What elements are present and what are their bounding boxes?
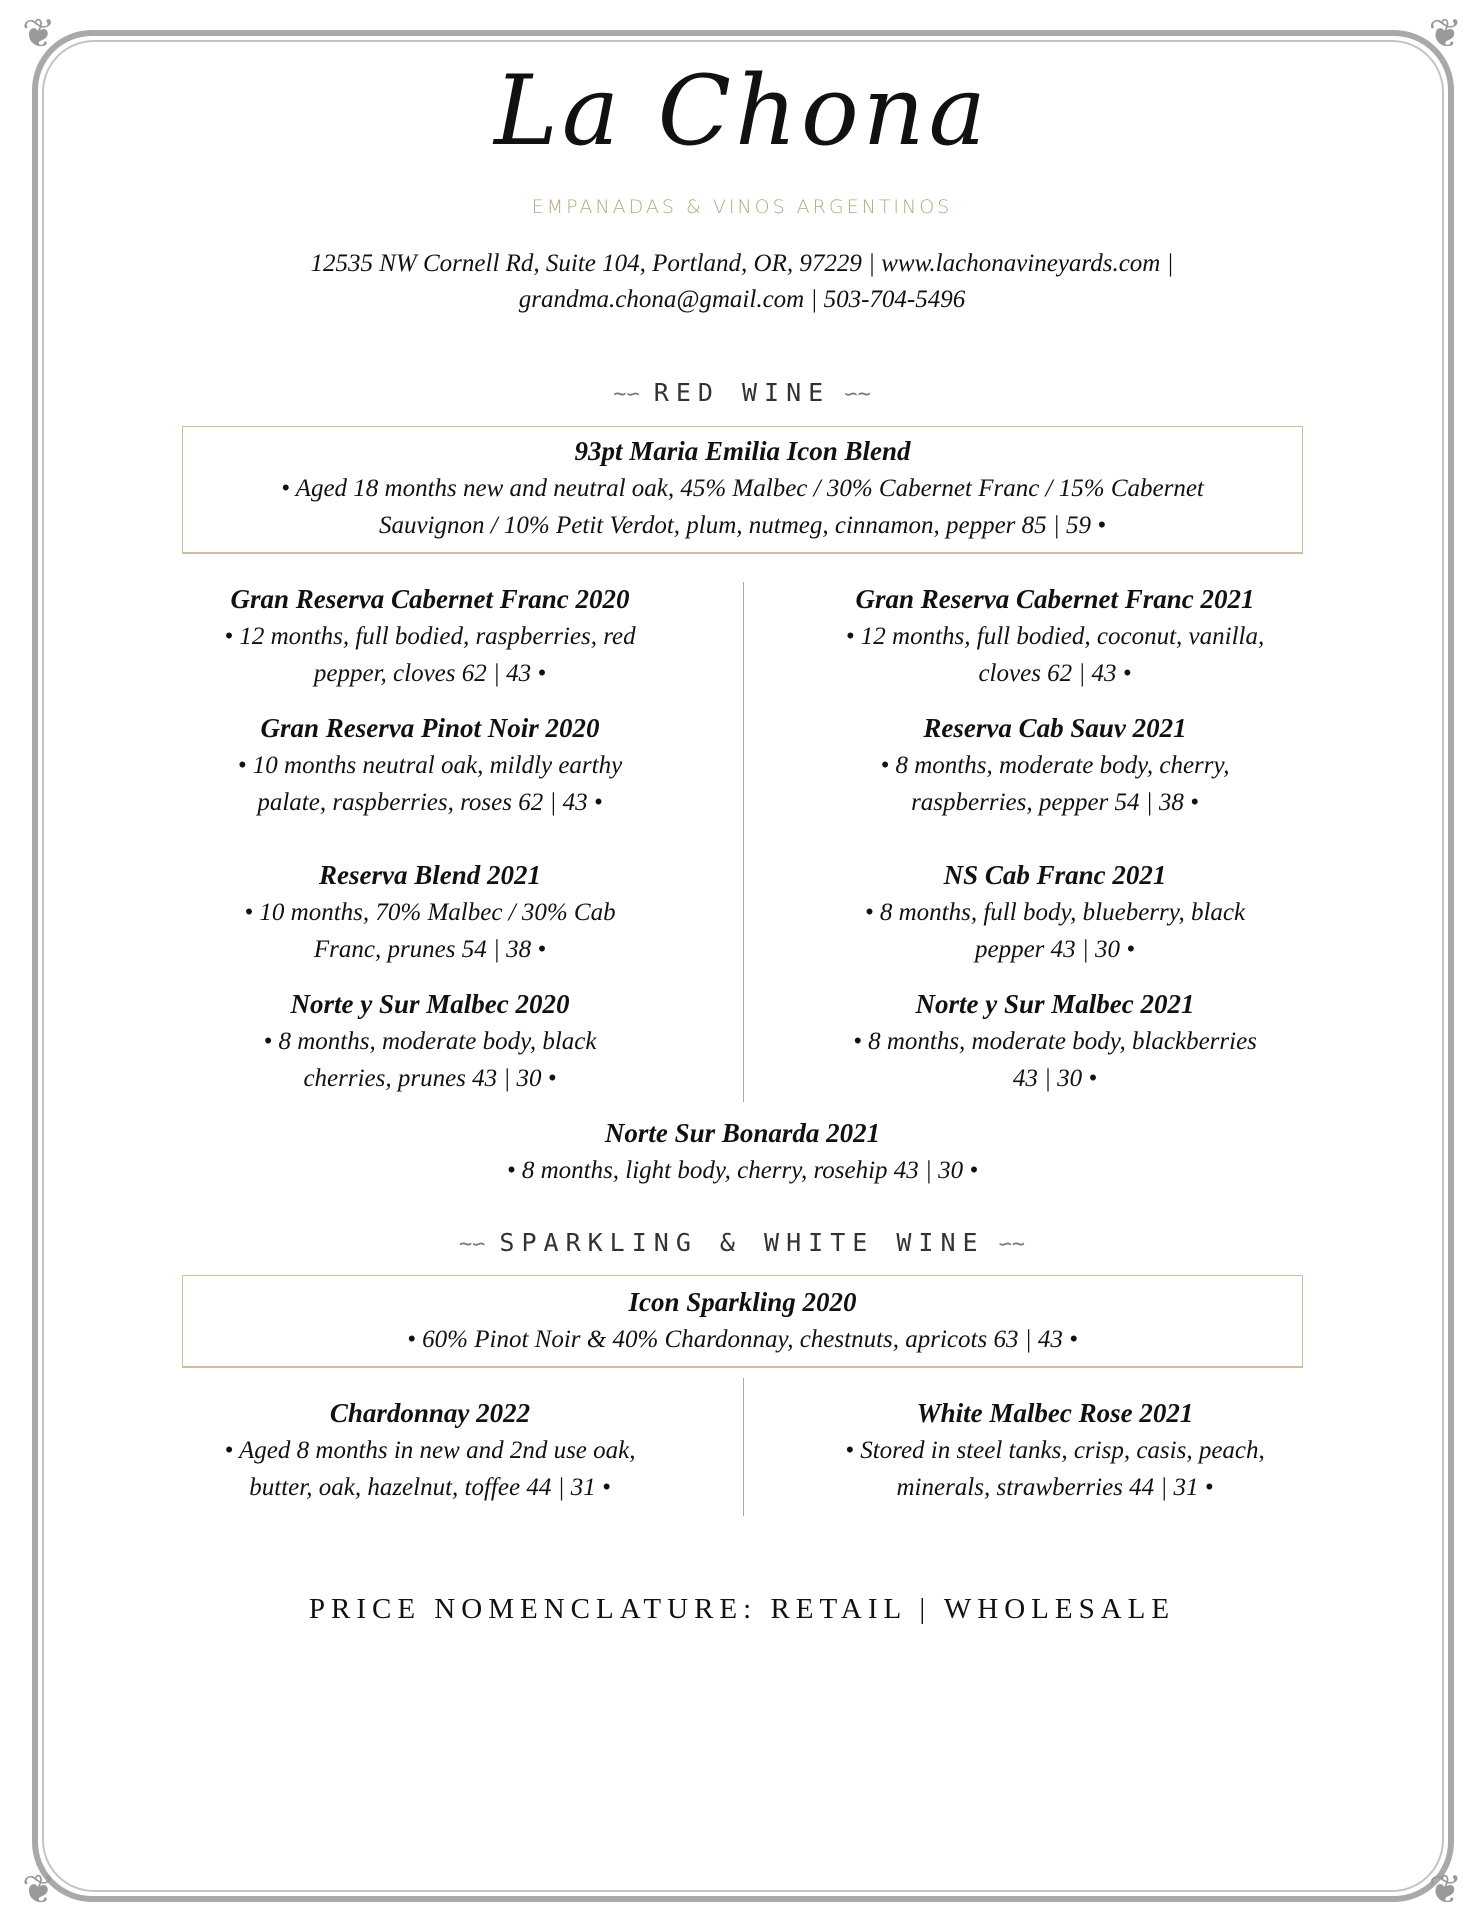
section-heading-white: ~∽ SPARKLING & WHITE WINE ∽~ <box>458 1228 1026 1257</box>
wine-desc: • 8 months, moderate body, cherry, <box>880 752 1230 779</box>
wine-desc: Franc, prunes 54 | 38 • <box>313 936 547 963</box>
wine-name: Chardonnay 2022 <box>329 1398 531 1428</box>
flourish-icon: ❦ <box>22 11 56 57</box>
flourish-icon: ❦ <box>1428 1867 1462 1913</box>
wine-item <box>785 709 1325 821</box>
wine-name: Gran Reserva Pinot Noir 2020 <box>260 713 600 743</box>
featured-wine <box>182 432 1303 544</box>
wine-name: White Malbec Rose 2021 <box>916 1398 1194 1428</box>
logo: La Chona <box>494 55 990 167</box>
wine-desc: • 12 months, full bodied, raspberries, red <box>224 623 636 650</box>
column-divider <box>743 1378 744 1516</box>
wine-name: Reserva Cab Sauv 2021 <box>923 713 1187 743</box>
section-heading-red: ~∽ RED WINE ∽~ <box>613 378 871 407</box>
contact-line: grandma.chona@gmail.com | 503-704-5496 <box>518 286 966 313</box>
tagline: EMPANADAS & VINOS ARGENTINOS <box>531 196 953 218</box>
wine-name: Gran Reserva Cabernet Franc 2021 <box>855 584 1255 614</box>
wine-desc: cloves 62 | 43 • <box>978 660 1132 687</box>
wine-name: Norte Sur Bonarda 2021 <box>604 1118 881 1148</box>
wine-item <box>785 856 1325 968</box>
wine-desc: • 8 months, light body, cherry, rosehip 43 | 30 • <box>506 1157 979 1184</box>
flourish-icon: ❦ <box>22 1867 56 1913</box>
wine-item <box>160 1394 700 1506</box>
wine-name: Norte y Sur Malbec 2020 <box>290 989 570 1019</box>
wine-item <box>160 985 700 1097</box>
wine-desc: • 8 months, full body, blueberry, black <box>864 899 1246 926</box>
wine-desc: • Aged 18 months new and neutral oak, 45% Malbec / 30% Cabernet Franc / 15% Cabernet <box>281 475 1204 502</box>
wine-desc: • 10 months, 70% Malbec / 30% Cab <box>244 899 616 926</box>
wine-item <box>160 709 700 821</box>
wine-desc: 43 | 30 • <box>1012 1065 1098 1092</box>
wine-item <box>785 1394 1325 1506</box>
wine-desc: • 8 months, moderate body, blackberries <box>853 1028 1257 1055</box>
wine-name: Icon Sparkling 2020 <box>628 1287 857 1317</box>
wine-desc: Sauvignon / 10% Petit Verdot, plum, nutmeg, cinnamon, pepper 85 | 59 • <box>378 512 1107 539</box>
wine-name: NS Cab Franc 2021 <box>943 860 1167 890</box>
swirl-icon: ~∽ <box>613 382 640 407</box>
swirl-icon: ~∽ <box>458 1232 486 1257</box>
address-line: 12535 NW Cornell Rd, Suite 104, Portland, OR, 97229 | www.lachonavineyards.com | <box>310 250 1174 277</box>
price-nomenclature: PRICE NOMENCLATURE: RETAIL | WHOLESALE <box>308 1593 1176 1625</box>
wine-desc: butter, oak, hazelnut, toffee 44 | 31 • <box>249 1474 611 1501</box>
wine-desc: • 12 months, full bodied, coconut, vanilla, <box>845 623 1265 650</box>
wine-desc: • Aged 8 months in new and 2nd use oak, <box>224 1437 636 1464</box>
wine-name: 93pt Maria Emilia Icon Blend <box>574 436 911 466</box>
flourish-icon: ❦ <box>1428 11 1462 57</box>
wine-name: Gran Reserva Cabernet Franc 2020 <box>230 584 630 614</box>
wine-desc: • 8 months, moderate body, black <box>263 1028 597 1055</box>
wine-name: Norte y Sur Malbec 2021 <box>915 989 1195 1019</box>
wine-desc: minerals, strawberries 44 | 31 • <box>896 1474 1214 1501</box>
wine-desc: • 60% Pinot Noir & 40% Chardonnay, chestnuts, apricots 63 | 43 • <box>407 1326 1078 1353</box>
swirl-icon: ∽~ <box>844 382 871 407</box>
wine-item <box>160 856 700 968</box>
column-divider <box>743 582 744 1102</box>
wine-desc: raspberries, pepper 54 | 38 • <box>911 789 1199 816</box>
wine-name: Reserva Blend 2021 <box>319 860 541 890</box>
wine-item <box>182 1114 1303 1189</box>
wine-desc: cherries, prunes 43 | 30 • <box>303 1065 557 1092</box>
wine-item <box>785 580 1325 692</box>
wine-desc: pepper 43 | 30 • <box>974 936 1136 963</box>
wine-desc: pepper, cloves 62 | 43 • <box>313 660 547 687</box>
wine-desc: • Stored in steel tanks, crisp, casis, peach, <box>845 1437 1265 1464</box>
swirl-icon: ∽~ <box>998 1232 1026 1257</box>
wine-item <box>160 580 700 692</box>
wine-desc: palate, raspberries, roses 62 | 43 • <box>257 789 603 816</box>
featured-wine <box>182 1283 1303 1358</box>
wine-desc: • 10 months neutral oak, mildly earthy <box>237 752 623 779</box>
wine-item <box>785 985 1325 1097</box>
